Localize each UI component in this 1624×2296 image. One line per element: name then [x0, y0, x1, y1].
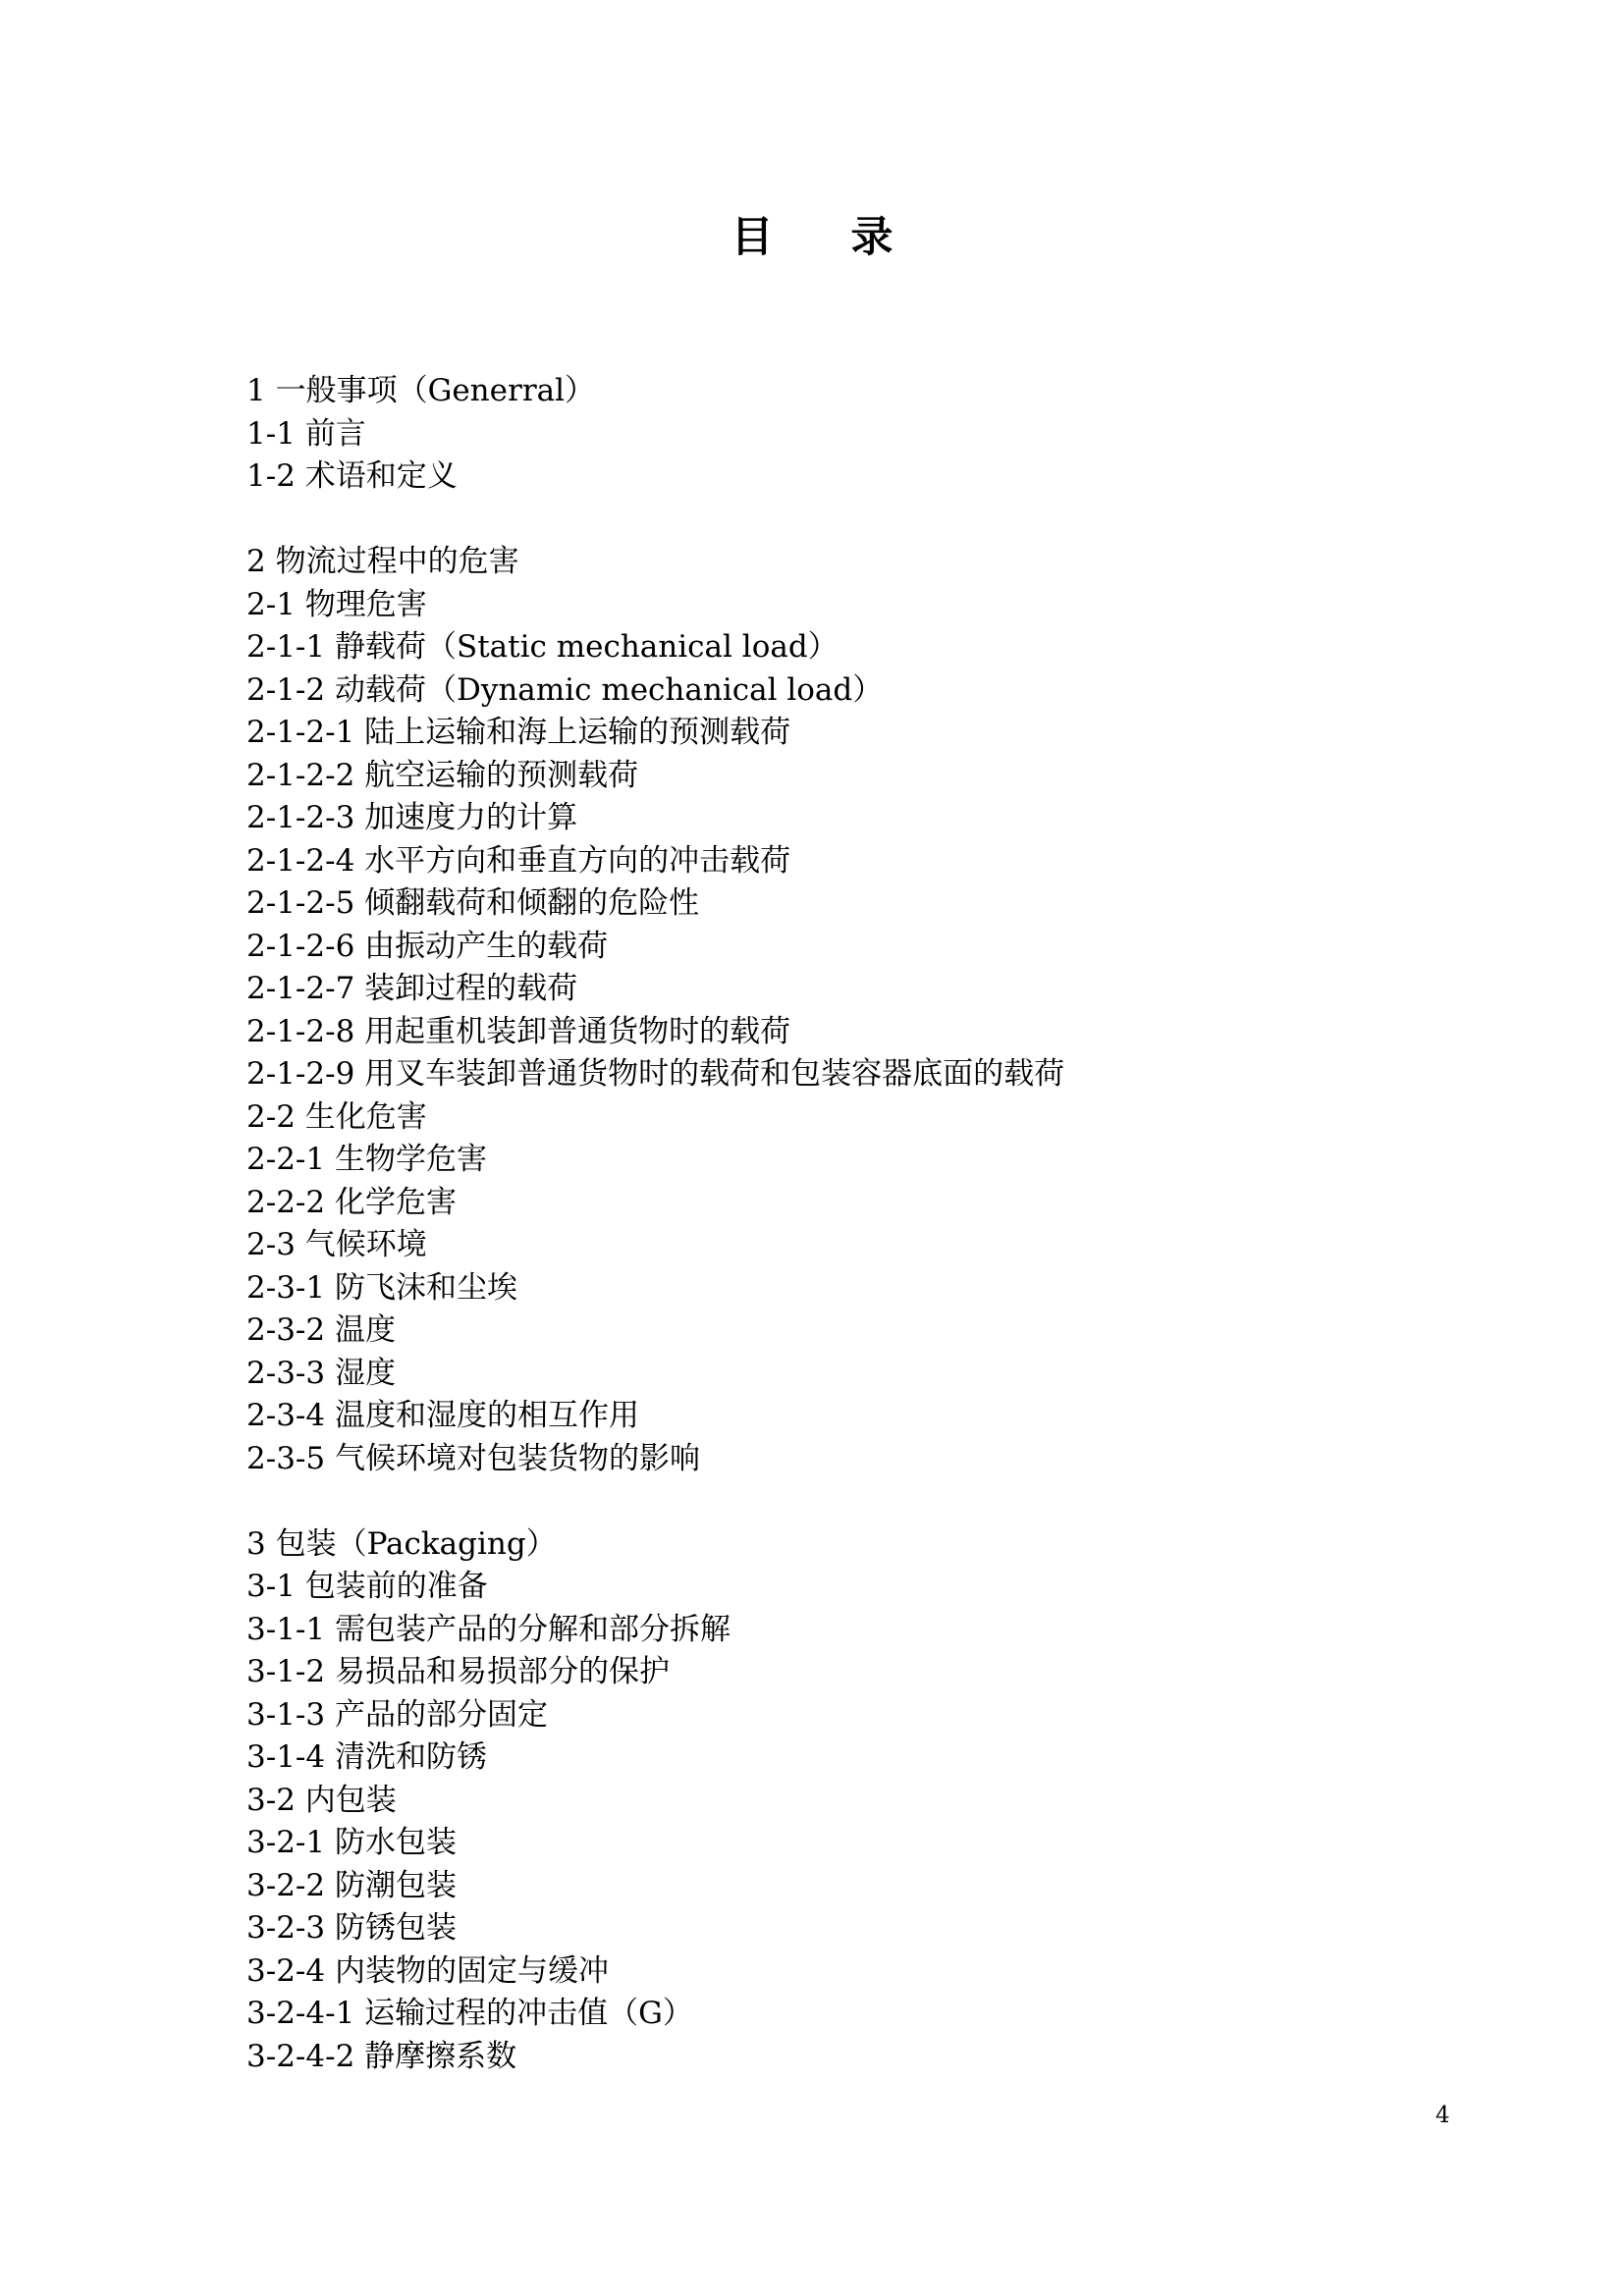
toc-entry: 3 包装（Packaging）: [246, 1525, 557, 1562]
toc-entry: 3-1-3 产品的部分固定: [246, 1696, 548, 1733]
page-number: 4: [1435, 2103, 1450, 2128]
toc-entry: 2-3-2 温度: [246, 1312, 396, 1348]
toc-entry: 2-1-2-6 由振动产生的载荷: [246, 928, 609, 964]
toc-entry: 3-2-4-2 静摩擦系数: [246, 2038, 517, 2074]
toc-entry: 3-1-1 需包装产品的分解和部分拆解: [246, 1611, 731, 1647]
toc-entry: 3-2-1 防水包装: [246, 1825, 457, 1860]
toc-entry: 1-1 前言: [246, 415, 366, 452]
toc-entry: 2-1-2-1 陆上运输和海上运输的预测载荷: [246, 715, 791, 750]
toc-entry: 3-2-4 内装物的固定与缓冲: [246, 1952, 609, 1989]
toc-entry: 1 一般事项（Generral）: [246, 373, 596, 408]
toc-section: [246, 1523, 1425, 2079]
toc-entry: 3-2-4-1 运输过程的冲击值（G）: [246, 1996, 693, 2031]
toc-entry: 2-1-2-7 装卸过程的载荷: [246, 971, 578, 1006]
table-of-contents: [246, 370, 1425, 2078]
toc-entry: 2-1-2-5 倾翻载荷和倾翻的危险性: [246, 885, 700, 921]
toc-entry: 2-2-1 生物学危害: [246, 1142, 487, 1177]
toc-entry: 2-3-3 湿度: [246, 1355, 396, 1391]
toc-entry: 3-2-2 防潮包装: [246, 1867, 457, 1903]
toc-entry: 2-2-2 化学危害: [246, 1184, 457, 1220]
toc-entry: 2-3-5 气候环境对包装货物的影响: [246, 1440, 700, 1476]
toc-entry: 2-1-2-9 用叉车装卸普通货物时的载荷和包装容器底面的载荷: [246, 1056, 1065, 1092]
toc-entry: 2-1 物理危害: [246, 586, 427, 622]
toc-section: [246, 370, 1425, 499]
toc-section: [246, 541, 1425, 1480]
toc-entry: 2-1-1 静载荷（Static mechanical load）: [246, 629, 839, 665]
toc-entry: 2-1-2-4 水平方向和垂直方向的冲击载荷: [246, 842, 791, 879]
page-title: 目 录: [731, 213, 925, 262]
toc-entry: 2-3 气候环境: [246, 1227, 427, 1262]
toc-entry: 2-1-2 动载荷（Dynamic mechanical load）: [246, 671, 884, 708]
toc-entry: 2 物流过程中的危害: [246, 544, 519, 579]
toc-entry: 2-1-2-8 用起重机装卸普通货物时的载荷: [246, 1013, 791, 1049]
toc-entry: 2-1-2-2 航空运输的预测载荷: [246, 757, 639, 793]
toc-entry: 3-2-3 防锈包装: [246, 1910, 457, 1946]
toc-entry: 3-1-4 清洗和防锈: [246, 1739, 487, 1775]
toc-entry: 2-3-4 温度和湿度的相互作用: [246, 1398, 639, 1433]
toc-entry: 3-2 内包装: [246, 1782, 397, 1818]
toc-entry: 2-3-1 防飞沫和尘埃: [246, 1269, 517, 1306]
toc-entry: 2-1-2-3 加速度力的计算: [246, 800, 578, 835]
toc-entry: 1-2 术语和定义: [246, 458, 458, 494]
toc-entry: 2-2 生化危害: [246, 1098, 427, 1135]
toc-entry: 3-1 包装前的准备: [246, 1569, 488, 1604]
toc-entry: 3-1-2 易损品和易损部分的保护: [246, 1654, 670, 1689]
